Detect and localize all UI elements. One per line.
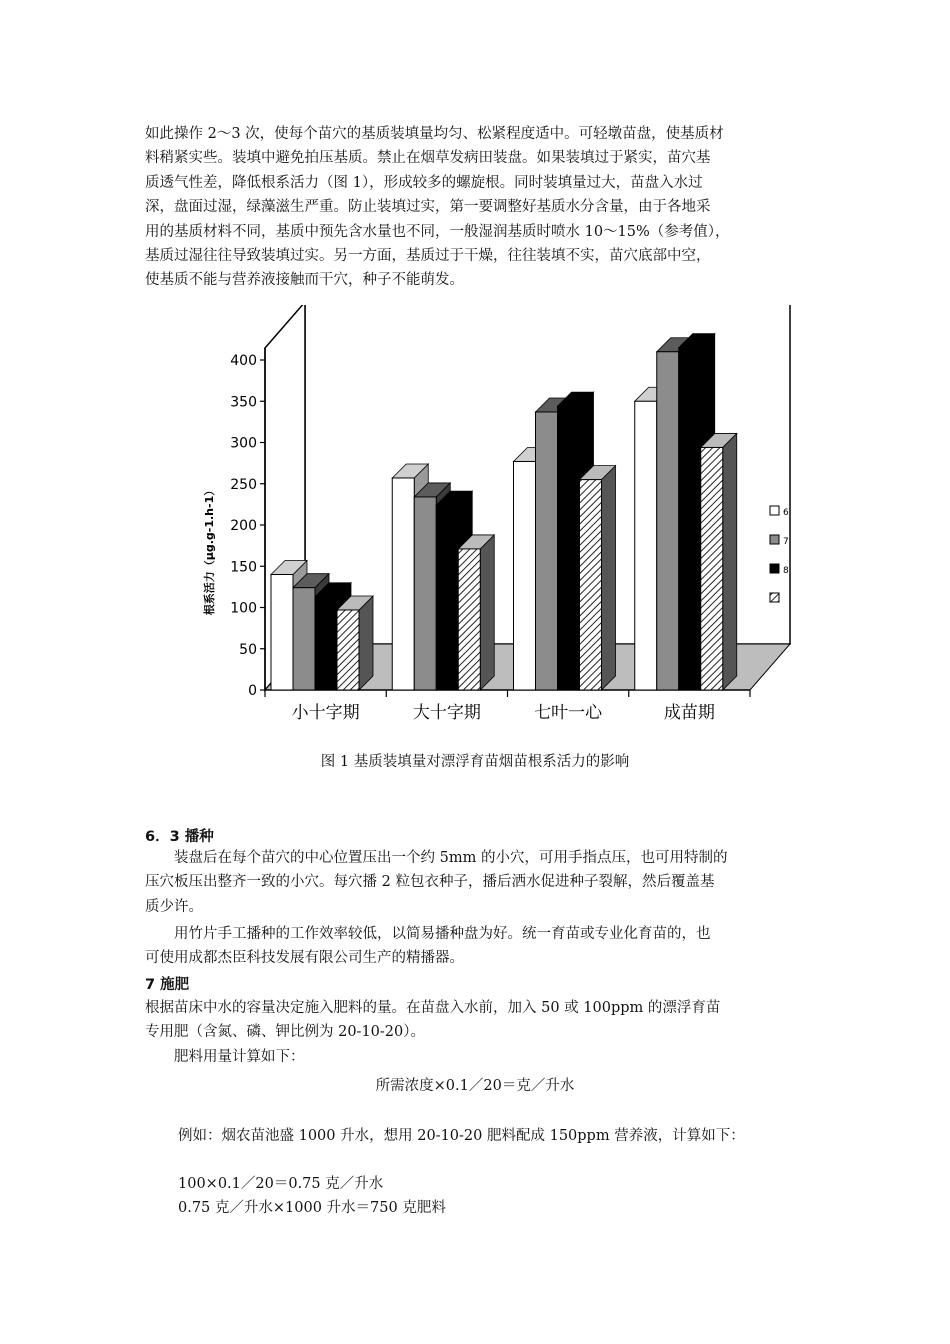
y-tick-label: 250 <box>230 476 257 493</box>
text-line: 压穴板压出整齐一致的小穴。每穴播 2 粒包衣种子，播后洒水促进种子裂解，然后覆盖基 <box>145 874 715 891</box>
bar <box>315 597 337 690</box>
root-activity-chart <box>190 305 800 725</box>
legend-label: 8 <box>783 566 789 576</box>
text-line: 用的基质材料不同，基质中预先含水量也不同，一般湿润基质时喷水 10～15%（参考值）， <box>145 223 730 240</box>
sowing-paragraph-1 <box>145 846 815 919</box>
bar <box>436 505 458 690</box>
legend-label: 6 <box>783 508 789 518</box>
fertilizing-paragraph <box>145 996 815 1069</box>
bar <box>514 461 536 690</box>
sowing-paragraph-2 <box>145 922 815 971</box>
bar <box>414 497 436 690</box>
y-tick-label: 150 <box>230 559 257 576</box>
bar <box>536 412 558 690</box>
x-category-label: 成苗期 <box>663 703 715 723</box>
text-line: 质少许。 <box>145 898 203 915</box>
bar <box>293 588 315 690</box>
bar-side <box>480 535 494 690</box>
bar-chart-svg <box>190 305 800 725</box>
legend-label: 7 <box>783 537 789 547</box>
y-tick-label: 300 <box>230 435 257 452</box>
calculation-line: 0.75 克／升水×1000 升水＝750 克肥料 <box>178 1200 446 1216</box>
bar <box>558 406 580 690</box>
section-heading-sowing: 6．3 播种 <box>145 829 214 845</box>
y-tick-label: 350 <box>230 394 257 411</box>
y-tick-label: 50 <box>239 641 257 658</box>
text-line: 如此操作 2～3 次，使每个苗穴的基质装填量均匀、松紧程度适中。可轻墩苗盘，使基质材 <box>145 126 724 142</box>
bar <box>458 549 480 690</box>
text-line: 使基质不能与营养液接触而干穴，种子不能萌发。 <box>145 272 464 289</box>
dosage-formula: 所需浓度×0.1／20＝克／升水 <box>375 1078 575 1094</box>
x-category-label: 大十字期 <box>412 703 481 723</box>
legend-swatch <box>770 593 779 602</box>
bar <box>657 352 679 690</box>
x-category-label: 小十字期 <box>291 703 360 723</box>
text-line: 基质过湿往往导致装填过实。另一方面，基质过于干燥，往往装填不实，苗穴底部中空， <box>145 248 711 265</box>
intro-paragraph <box>145 122 810 293</box>
legend-swatch <box>770 564 779 573</box>
text-line: 可使用成都杰臣科技发展有限公司生产的精播器。 <box>145 950 464 967</box>
text-line: 料稍紧实些。装填中避免拍压基质。禁止在烟草发病田装盘。如果装填过于紧实，苗穴基 <box>145 150 711 167</box>
bar <box>701 447 723 690</box>
bar-side <box>359 596 373 690</box>
bar <box>635 401 657 690</box>
bar <box>337 610 359 690</box>
text-line: 肥料用量计算如下： <box>145 1048 305 1065</box>
text-line: 根据苗床中水的容量决定施入肥料的量。在苗盘入水前，加入 50 或 100ppm 的漂浮育苗 <box>145 1000 721 1016</box>
calculation-block <box>178 1172 446 1220</box>
text-line: 装盘后在每个苗穴的中心位置压出一个约 5mm 的小穴，可用手指点压，也可用特制的 <box>145 850 728 866</box>
x-category-label: 七叶一心 <box>534 703 603 723</box>
y-tick-label: 100 <box>230 600 257 617</box>
bar-side <box>602 466 616 690</box>
y-tick-label: 200 <box>230 518 257 534</box>
legend-swatch <box>770 506 779 515</box>
text-line: 深，盘面过湿，绿藻滋生严重。防止装填过实，第一要调整好基质水分含量，由于各地采 <box>145 199 711 216</box>
calculation-line: 100×0.1／20＝0.75 克／升水 <box>178 1176 384 1192</box>
y-axis-label: 根系活力（μg.g-1.h-1） <box>203 484 216 616</box>
bar <box>392 478 414 690</box>
bar-side <box>723 433 737 690</box>
y-tick-label: 0 <box>248 683 257 699</box>
bar <box>580 480 602 690</box>
figure-caption: 图 1 基质装填量对漂浮育苗烟苗根系活力的影响 <box>320 754 630 770</box>
section-heading-fertilizing: 7 施肥 <box>145 977 190 993</box>
bar <box>271 575 293 691</box>
legend-swatch <box>770 535 779 544</box>
bar <box>679 348 701 690</box>
y-tick-label: 400 <box>230 353 257 369</box>
text-line: 专用肥（含氮、磷、钾比例为 20-10-20）。 <box>145 1024 426 1041</box>
text-line: 用竹片手工播种的工作效率较低，以简易播种盘为好。统一育苗或专业化育苗的，也 <box>145 926 711 942</box>
text-line: 质透气性差，降低根系活力（图 1），形成较多的螺旋根。同时装填量过大，苗盘入水过 <box>145 174 703 191</box>
example-line: 例如：烟农苗池盛 1000 升水，想用 20-10-20 肥料配成 150ppm 营养液，计算如下： <box>178 1128 745 1144</box>
